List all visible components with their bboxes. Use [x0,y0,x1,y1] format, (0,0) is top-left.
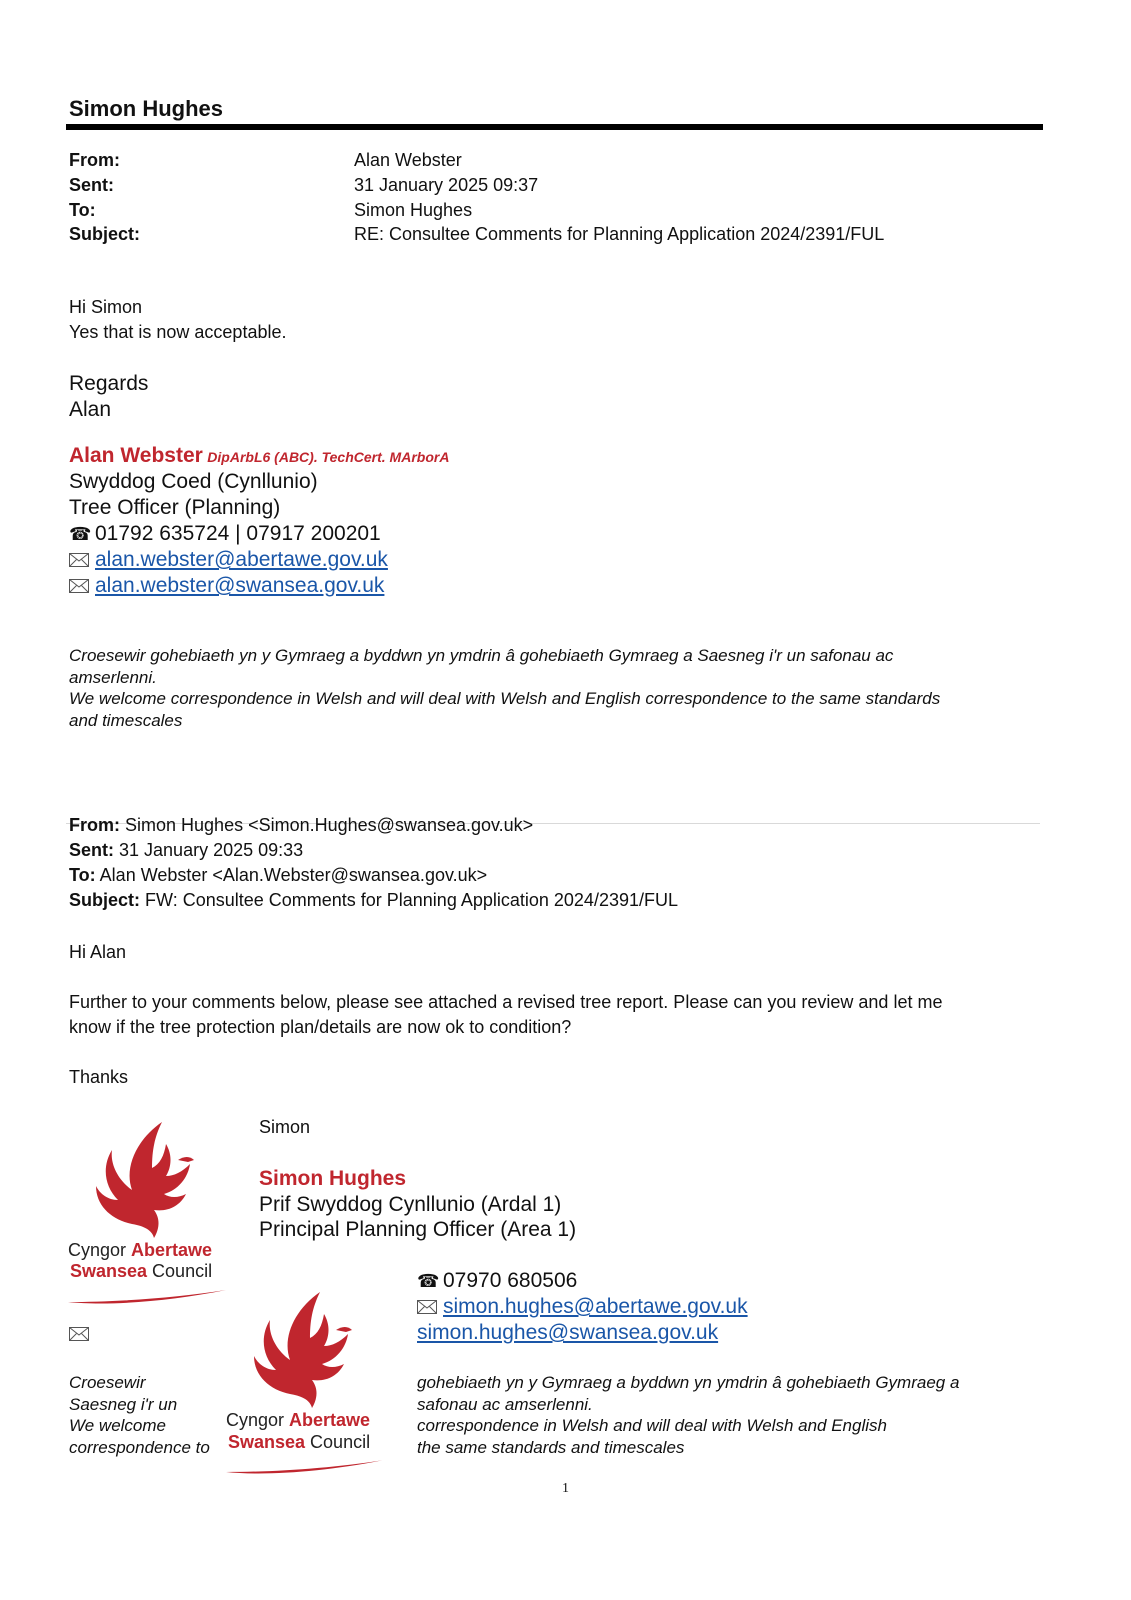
alan-phone: 01792 635724 | 07917 200201 [95,522,381,545]
simon-phone-line [417,1269,577,1293]
logo-swansea: Swansea [228,1432,306,1452]
logo-text-line2 [228,1432,370,1453]
swansea-council-logo [66,1120,232,1310]
fwd-greeting: Hi Alan [69,942,127,962]
simon-left-notice-4: correspondence to [69,1438,210,1457]
envelope-icon [69,553,89,567]
simon-email-english-link[interactable]: simon.hughes@swansea.gov.uk [417,1321,719,1344]
simon-email-welsh-link[interactable]: simon.hughes@abertawe.gov.uk [443,1295,748,1318]
reply-regards: Regards [69,372,149,395]
page-number: 1 [562,1481,569,1496]
alan-email-english-link[interactable]: alan.webster@swansea.gov.uk [95,574,385,597]
fwd-body-2: know if the tree protection plan/details are now ok to condition? [69,1017,572,1037]
simon-signature-name: Simon Hughes [259,1167,407,1190]
simon-left-notice-1: Croesewir [69,1373,146,1392]
logo-swoosh [224,1454,390,1478]
alan-credentials: DipArbL6 (ABC). TechCert. MArborA [207,449,450,465]
subject-label: Subject: [69,224,141,244]
fwd-sign-off: Simon [259,1117,311,1137]
alan-email-english-line [69,574,384,598]
alan-english-notice-1: We welcome correspondence in Welsh and will deal with Welsh and English correspondence to the same standards [69,689,941,708]
fwd-from-line [69,815,533,836]
alan-title-english: Tree Officer (Planning) [69,496,281,519]
alan-signature-name-line [69,444,449,468]
logo-text-line1 [68,1240,212,1261]
logo-text-line2 [70,1261,212,1282]
simon-left-notice-2: Saesneg i'r un [69,1395,178,1414]
alan-signature-name: Alan Webster [69,444,203,467]
simon-title-welsh: Prif Swyddog Cynllunio (Ardal 1) [259,1193,562,1216]
fwd-sent-value: 31 January 2025 09:33 [119,840,304,860]
fwd-subject-line [69,890,678,911]
alan-email-welsh-link[interactable]: alan.webster@abertawe.gov.uk [95,548,388,571]
simon-left-notice-3: We welcome [69,1416,166,1435]
reply-greeting: Hi Simon [69,297,143,317]
subject-value: RE: Consultee Comments for Planning Application 2024/2391/FUL [354,224,885,244]
logo-cyngor: Cyngor [68,1240,132,1260]
dragon-emblem-icon [224,1290,390,1410]
simon-email-welsh-line [417,1295,748,1319]
page-title: Simon Hughes [69,96,224,121]
envelope-icon [417,1300,437,1314]
reply-name: Alan [69,398,112,421]
alan-english-notice-2: and timescales [69,711,183,730]
envelope-icon [69,579,89,593]
simon-right-notice-4: the same standards and timescales [417,1438,685,1457]
phone-icon: ☎ [69,524,92,544]
to-label: To: [69,200,96,220]
fwd-from-label: From: [69,815,120,835]
logo-abertawe: Abertawe [289,1410,371,1430]
fwd-thanks: Thanks [69,1067,129,1087]
fwd-to-value: Alan Webster <Alan.Webster@swansea.gov.uk> [99,865,488,885]
sent-label: Sent: [69,175,114,195]
swansea-council-logo-2 [224,1290,390,1480]
fwd-sent-label: Sent: [69,840,114,860]
simon-right-notice-2: safonau ac amserlenni. [417,1395,593,1414]
alan-welsh-notice-1: Croesewir gohebiaeth yn y Gymraeg a byddwn yn ymdrin â gohebiaeth Gymraeg a Saesneg i'r un safonau ac [69,646,894,665]
logo-text-line1 [226,1410,370,1431]
logo-swoosh [66,1284,232,1308]
alan-phone-line [69,522,381,546]
reply-body: Yes that is now acceptable. [69,322,287,342]
simon-right-notice-3: correspondence in Welsh and will deal with Welsh and English [417,1416,887,1435]
from-value: Alan Webster [354,150,462,170]
logo-cyngor: Cyngor [226,1410,290,1430]
logo-council: Council [147,1261,213,1281]
fwd-to-line [69,865,487,886]
simon-right-notice-1: gohebiaeth yn y Gymraeg a byddwn yn ymdrin â gohebiaeth Gymraeg a [417,1373,960,1392]
simon-phone: 07970 680506 [443,1269,578,1292]
fwd-sent-line [69,840,303,861]
logo-swansea: Swansea [70,1261,148,1281]
fwd-subject-label: Subject: [69,890,141,910]
fwd-subject-value: FW: Consultee Comments for Planning Application 2024/2391/FUL [145,890,678,910]
sent-value: 31 January 2025 09:37 [354,175,539,195]
alan-email-welsh-line [69,548,388,572]
dragon-emblem-icon [66,1120,232,1240]
from-label: From: [69,150,120,170]
fwd-from-value: Simon Hughes <Simon.Hughes@swansea.gov.uk> [125,815,534,835]
logo-council: Council [305,1432,371,1452]
simon-title-english: Principal Planning Officer (Area 1) [259,1218,577,1241]
phone-icon: ☎ [417,1271,440,1291]
title-rule [66,124,1043,130]
to-value: Simon Hughes [354,200,473,220]
simon-email-english-line [417,1321,718,1345]
fwd-to-label: To: [69,865,96,885]
fwd-body-1: Further to your comments below, please see attached a revised tree report. Please can you review and let me [69,992,943,1012]
alan-welsh-notice-2: amserlenni. [69,668,157,687]
envelope-icon [69,1327,89,1341]
alan-title-welsh: Swyddog Coed (Cynllunio) [69,470,318,493]
stray-envelope [69,1325,95,1343]
logo-abertawe: Abertawe [131,1240,213,1260]
